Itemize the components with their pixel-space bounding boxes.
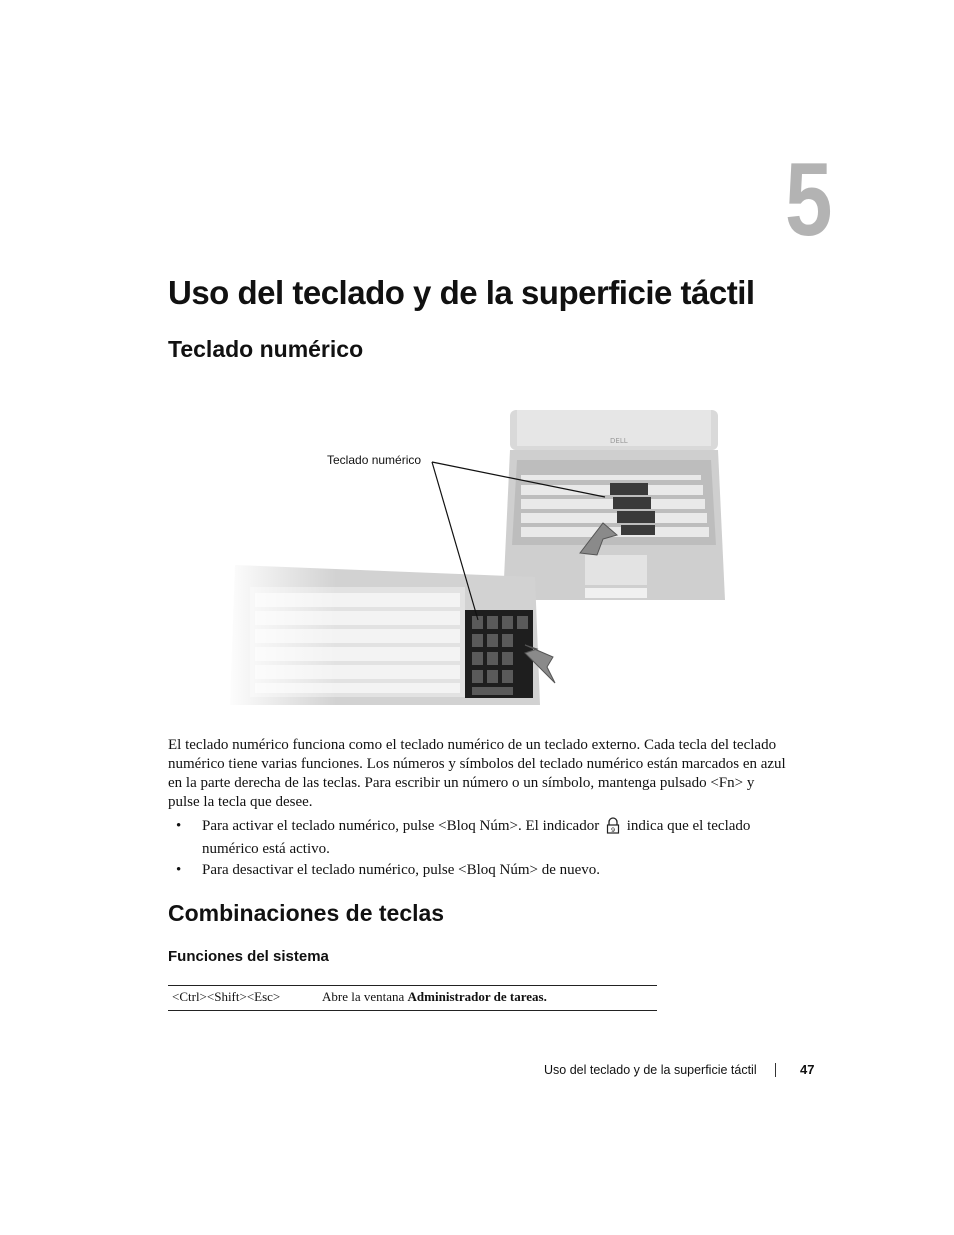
bullet-item-activar <box>202 817 792 859</box>
bullet-marker: • <box>176 818 182 834</box>
bullet-text-after-icon: indica que el teclado numérico está activo. <box>202 818 751 857</box>
figure-callout-label: Teclado numérico <box>327 453 422 467</box>
subheading-funciones-sistema: Funciones del sistema <box>168 948 329 965</box>
shortcut-desc-bold: Administrador de tareas. <box>407 989 547 1004</box>
footer-chapter-title: Uso del teclado y de la superficie táctil <box>544 1063 757 1077</box>
section-heading-combinaciones: Combinaciones de teclas <box>168 900 445 926</box>
chapter-number: 5 <box>784 142 833 258</box>
body-paragraph: El teclado numérico funciona como el teclado numérico de un teclado externo. Cada tecla del teclado numérico tiene varias funciones. Los números y símbolos del teclado numérico están marcados en azul en la parte derecha de las teclas. Para escribir un número o un símbolo, mantenga pulsado <Fn> y pulse la tecla que desee. <box>168 737 786 810</box>
bullet-text-before-icon: Para activar el teclado numérico, pulse <Bloq Núm>. El indicador <box>202 818 600 834</box>
bullet-marker: • <box>176 862 182 878</box>
svg-text:9: 9 <box>610 826 616 834</box>
keyboard-illustration <box>225 405 735 715</box>
section-heading-teclado-numerico: Teclado numérico <box>168 336 364 362</box>
external-keyboard-drawing <box>225 555 555 715</box>
shortcut-desc-prefix: Abre la ventana <box>322 989 405 1004</box>
shortcut-table <box>168 985 657 1011</box>
svg-text:DELL: DELL <box>610 437 628 445</box>
num-lock-icon <box>605 817 621 840</box>
shortcut-keys-cell: <Ctrl><Shift><Esc> <box>172 989 281 1004</box>
page-number: 47 <box>800 1062 815 1077</box>
chapter-title: Uso del teclado y de la superficie táctil <box>168 274 755 311</box>
footer-separator <box>775 1063 776 1077</box>
bullet-item-desactivar: Para desactivar el teclado numérico, pulse <Bloq Núm> de nuevo. <box>202 862 601 878</box>
shortcut-description-cell <box>322 989 547 1005</box>
